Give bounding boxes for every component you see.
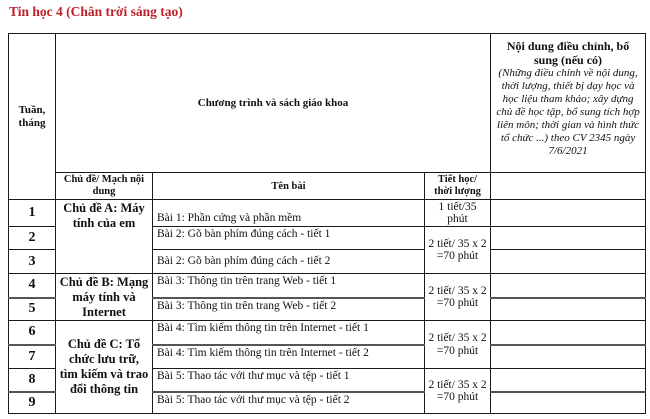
- week-number: 4: [9, 274, 56, 298]
- week-number: 2: [9, 227, 56, 250]
- duration-cell: 1 tiết/35 phút: [425, 200, 491, 227]
- lesson-name: Bài 3: Thông tin trên trang Web - tiết 1: [153, 274, 425, 298]
- adjustment-cell: [491, 321, 646, 345]
- week-number: 1: [9, 200, 56, 227]
- week-number: 7: [9, 345, 56, 369]
- adjustment-cell: [491, 173, 646, 200]
- curriculum-table: [8, 33, 646, 414]
- lesson-column-header: Tên bài: [153, 173, 425, 200]
- lesson-name: Bài 5: Thao tác với thư mục và tệp - tiết 1: [153, 369, 425, 392]
- week-number: 6: [9, 321, 56, 345]
- week-number: 8: [9, 369, 56, 392]
- table-row: [9, 321, 646, 345]
- lesson-name: Bài 2: Gõ bàn phím đúng cách - tiết 1: [153, 227, 425, 250]
- topic-cell: Chủ đề B: Mạng máy tính và Internet: [56, 274, 153, 321]
- lesson-name: Bài 5: Thao tác với thư mục và tệp - tiết 2: [153, 392, 425, 414]
- lesson-name: Bài 2: Gõ bàn phím đúng cách - tiết 2: [153, 250, 425, 274]
- program-column-header: Chương trình và sách giáo khoa: [56, 34, 491, 173]
- adjustment-cell: [491, 298, 646, 321]
- header-row: [9, 34, 646, 173]
- adjustment-title: Nội dung điều chỉnh, bổ sung (nếu có): [506, 39, 630, 67]
- table-row: [9, 274, 646, 298]
- week-column-header: Tuần, tháng: [9, 34, 56, 200]
- duration-cell: 2 tiết/ 35 x 2 =70 phút: [425, 227, 491, 274]
- duration-cell: 2 tiết/ 35 x 2 =70 phút: [425, 274, 491, 321]
- week-number: 3: [9, 250, 56, 274]
- adjustment-column-header: [491, 34, 646, 173]
- subheader-row: [9, 173, 646, 200]
- topic-cell: Chủ đề A: Máy tính của em: [56, 200, 153, 274]
- topic-column-header: Chủ đề/ Mạch nội dung: [56, 173, 153, 200]
- lesson-name: Bài 4: Tìm kiếm thông tin trên Internet - tiết 2: [153, 345, 425, 369]
- adjustment-cell: [491, 227, 646, 250]
- adjustment-cell: [491, 392, 646, 414]
- document-title: Tin học 4 (Chân trời sáng tạo): [9, 4, 183, 19]
- adjustment-cell: [491, 200, 646, 227]
- duration-column-header: Tiết học/ thời lượng: [425, 173, 491, 200]
- adjustment-cell: [491, 345, 646, 369]
- table-row: [9, 200, 646, 227]
- duration-cell: 2 tiết/ 35 x 2 =70 phút: [425, 321, 491, 369]
- lesson-name: Bài 3: Thông tin trên trang Web - tiết 2: [153, 298, 425, 321]
- adjustment-cell: [491, 274, 646, 298]
- adjustment-note: (Những điều chỉnh về nội dung, thời lượng, thiết bị dạy học và học liệu tham khảo; xây dựng chủ đề học tập, bổ sung tích hợp liên môn; thời gian và hình thức tổ chức ...) theo CV 2345 ngày 7/6/2021: [496, 67, 640, 157]
- duration-cell: 2 tiết/ 35 x 2 =70 phút: [425, 369, 491, 414]
- week-number: 9: [9, 392, 56, 414]
- lesson-name: Bài 4: Tìm kiếm thông tin trên Internet - tiết 1: [153, 321, 425, 345]
- lesson-name: Bài 1: Phần cứng và phần mềm: [153, 200, 425, 227]
- adjustment-cell: [491, 250, 646, 274]
- topic-cell: Chủ đề C: Tổ chức lưu trữ, tìm kiếm và trao đổi thông tin: [56, 321, 153, 414]
- adjustment-cell: [491, 369, 646, 392]
- week-number: 5: [9, 298, 56, 321]
